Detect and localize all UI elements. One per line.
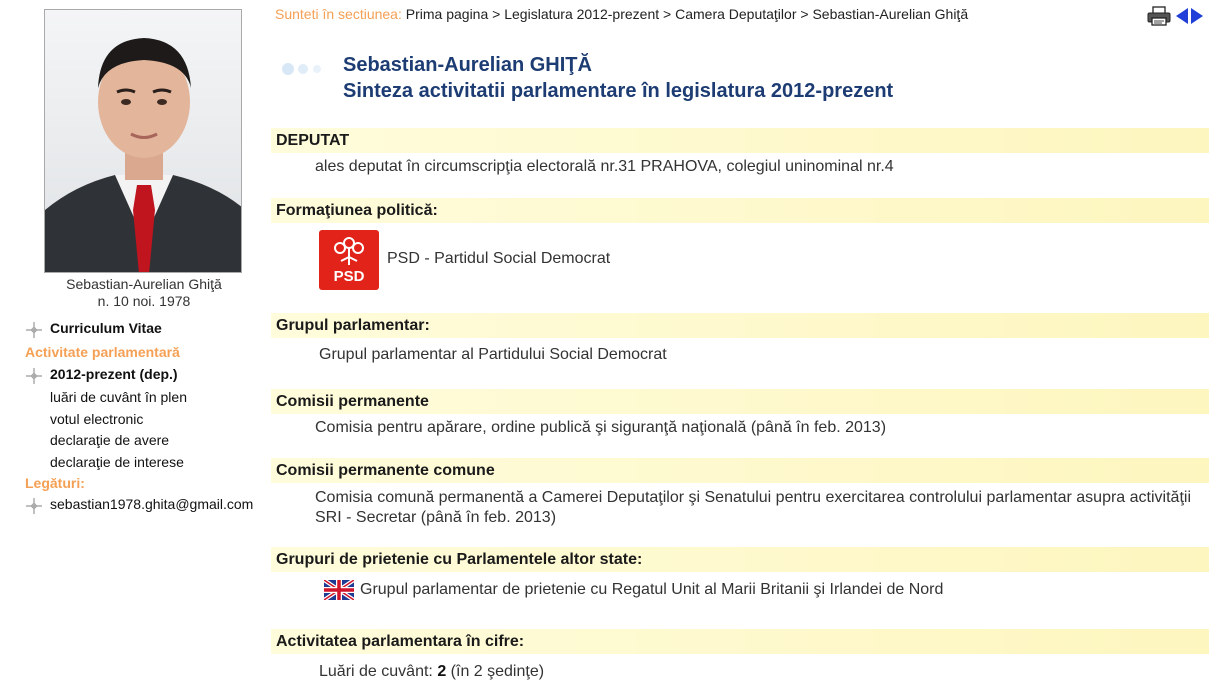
breadcrumb-separator: > <box>492 6 501 22</box>
speeches-label: Luări de cuvânt: <box>319 663 433 680</box>
section-heading-formatiune: Formaţiunea politică: <box>271 198 1209 223</box>
breadcrumb <box>275 6 968 22</box>
title-dots-icon <box>281 62 331 81</box>
links-heading: Legături: <box>25 475 85 491</box>
speeches-detail: (în 2 şedinţe) <box>450 663 545 680</box>
section-heading-cifre: Activitatea parlamentara în cifre: <box>271 629 1209 654</box>
deputat-text: ales deputat în circumscripţia electorală nr.31 PRAHOVA, colegiul uninominal nr.4 <box>315 158 894 175</box>
profile-photo <box>44 9 242 273</box>
uk-flag-icon <box>324 580 354 605</box>
email-link[interactable]: sebastian1978.ghita@gmail.com <box>50 496 254 512</box>
breadcrumb-item-legislature[interactable]: Legislatura 2012-prezent <box>504 6 660 22</box>
crosshair-icon <box>25 497 43 515</box>
activity-heading: Activitate parlamentară <box>25 344 180 360</box>
period-link[interactable]: 2012-prezent (dep.) <box>50 366 178 382</box>
printer-icon[interactable] <box>1147 6 1171 31</box>
profile-name: Sebastian-Aurelian Ghiţă <box>66 276 222 292</box>
sidebar-item-declaratie-interese[interactable]: declaraţie de interese <box>50 454 184 470</box>
prietenie-text[interactable]: Grupul parlamentar de prietenie cu Regatul Unit al Marii Britanii şi Irlandei de Nord <box>360 581 944 598</box>
grup-text[interactable]: Grupul parlamentar al Partidului Social Democrat <box>319 346 667 363</box>
breadcrumb-separator: > <box>663 6 672 22</box>
party-name[interactable]: PSD - Partidul Social Democrat <box>387 250 611 267</box>
arrow-right-icon[interactable] <box>1190 7 1204 30</box>
psd-logo-text: PSD <box>333 268 365 285</box>
breadcrumb-item-chamber[interactable]: Camera Deputaţilor <box>675 6 797 22</box>
speeches-count <box>319 663 544 681</box>
psd-logo <box>319 230 379 290</box>
profile-birthdate: n. 10 noi. 1978 <box>97 293 191 309</box>
breadcrumb-separator: > <box>800 6 809 22</box>
sidebar-item-vot-electronic[interactable]: votul electronic <box>50 411 144 427</box>
section-heading-deputat: DEPUTAT <box>271 128 1209 153</box>
section-heading-prietenie: Grupuri de prietenie cu Parlamentele altor state: <box>271 547 1209 572</box>
section-heading-comisii: Comisii permanente <box>271 389 1209 414</box>
sidebar-item-luari-cuvant[interactable]: luări de cuvânt în plen <box>50 389 187 405</box>
section-heading-comisii-comune: Comisii permanente comune <box>271 458 1209 483</box>
crosshair-icon <box>25 321 43 339</box>
breadcrumb-item-current: Sebastian-Aurelian Ghiţă <box>812 6 969 22</box>
comisii-text[interactable]: Comisia pentru apărare, ordine publică şi siguranţă naţională (până în feb. 2013) <box>315 419 887 436</box>
section-heading-grup: Grupul parlamentar: <box>271 313 1209 338</box>
arrow-left-icon[interactable] <box>1175 7 1189 30</box>
crosshair-icon <box>25 367 43 385</box>
page-title: Sebastian-Aurelian GHIŢĂ <box>343 54 592 76</box>
breadcrumb-item-home[interactable]: Prima pagina <box>405 6 489 22</box>
sidebar-item-declaratie-avere[interactable]: declaraţie de avere <box>50 432 170 448</box>
page-subtitle: Sinteza activitatii parlamentare în legislatura 2012-prezent <box>343 80 894 102</box>
curriculum-vitae-link[interactable]: Curriculum Vitae <box>50 320 162 336</box>
breadcrumb-prefix: Sunteti în sectiunea: <box>275 6 402 22</box>
speeches-value[interactable]: 2 <box>437 663 447 680</box>
comisii-comune-text[interactable]: Comisia comună permanentă a Camerei Deputaţilor şi Senatului pentru exercitarea controlului parlamentar asupra activităţii SRI - Secretar (până în feb. 2013) <box>315 489 1191 526</box>
